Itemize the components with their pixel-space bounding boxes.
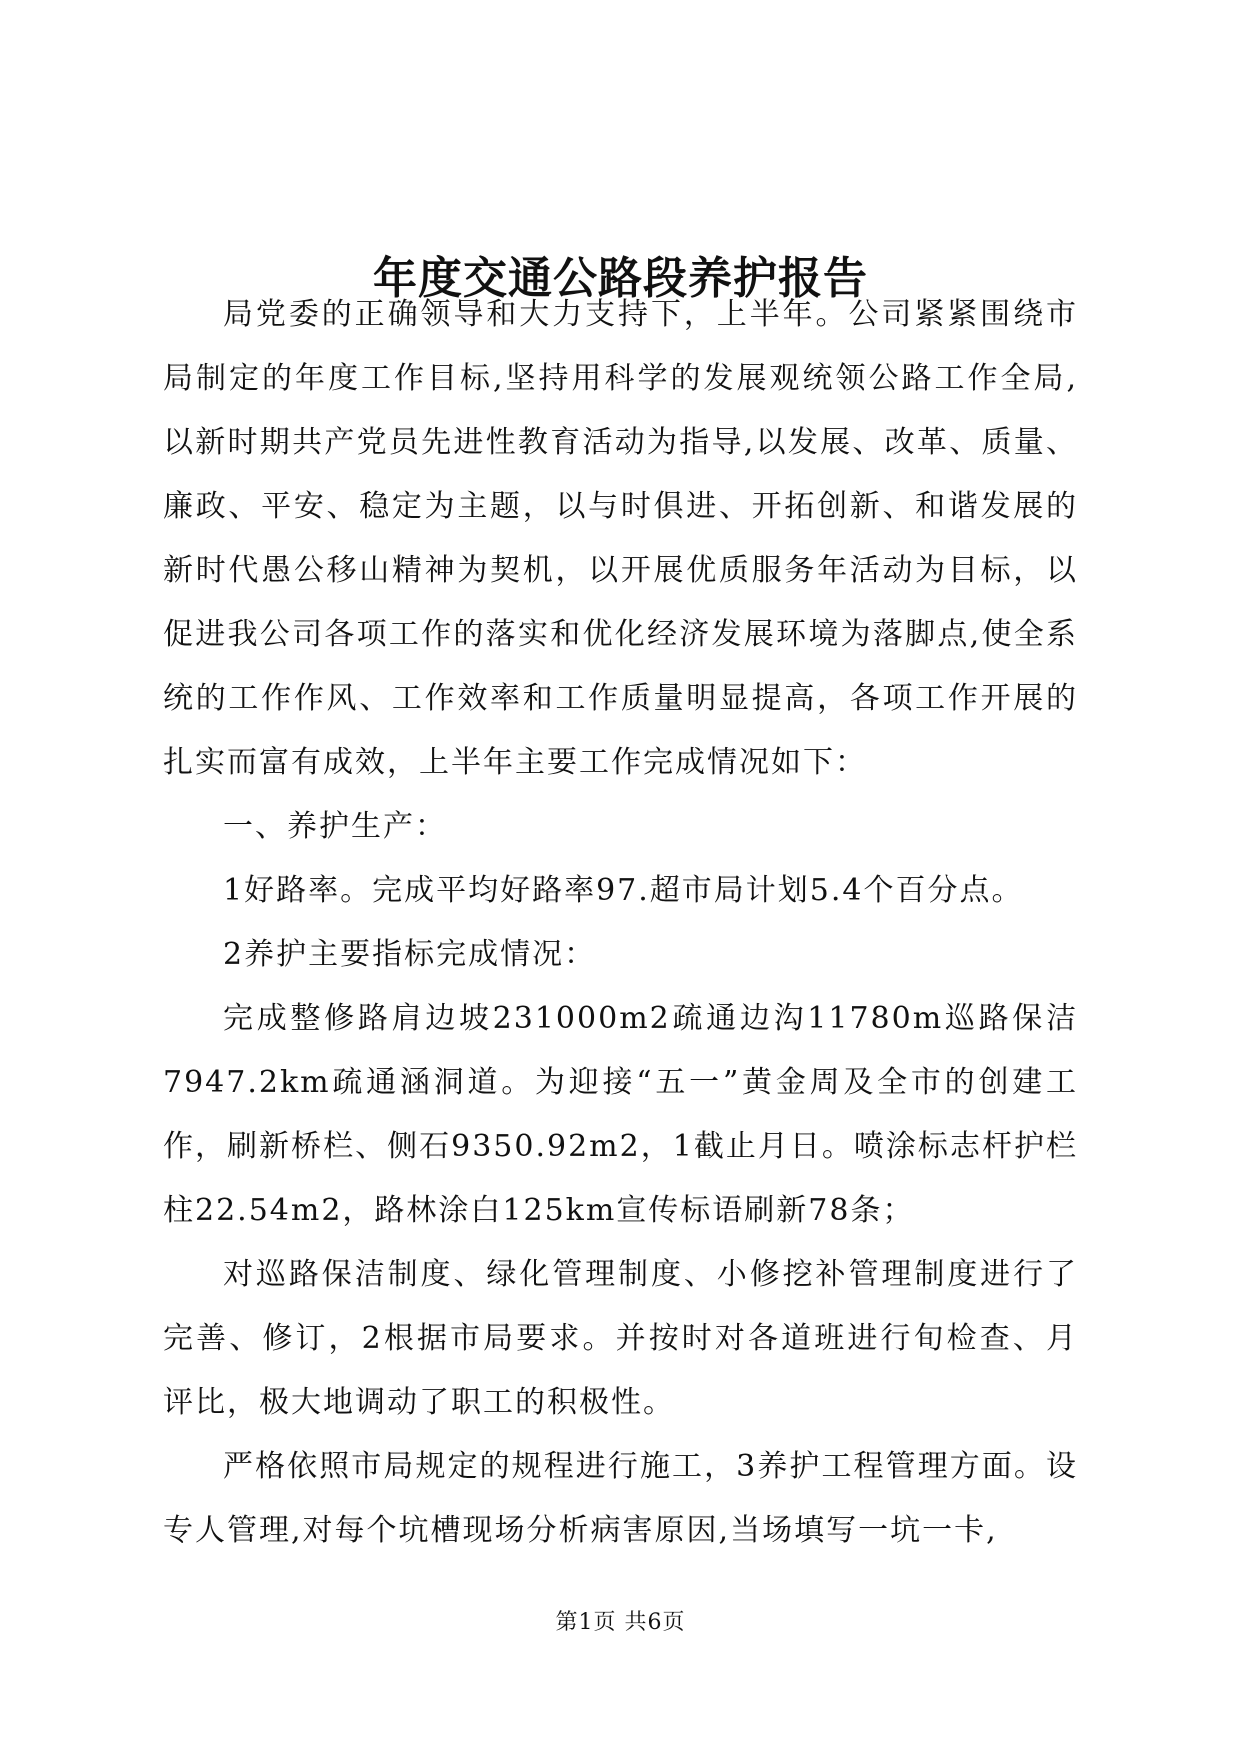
paragraph-section-heading: 一、养护生产： (223, 809, 447, 844)
page-number-footer: 第1页 共6页 (555, 1610, 686, 1635)
document-title: 年度交通公路段养护报告 (373, 253, 868, 305)
paragraph-maintenance-stats: 完成整修路肩边坡231000m2疏通边沟11780m巡路保洁7947.2km疏通涵洞道。为迎接“五一”黄金周及全市的创建工作，刷新桥栏、侧石9350.92m2，1截止月日。喷涂标志杆护栏柱22.54m2，路林涂白125km宣传标语刷新78条； (163, 1001, 1078, 1228)
paragraph-engineering-management: 严格依照市局规定的规程进行施工，3养护工程管理方面。设专人管理,对每个坑槽现场分析病害原因,当场填写一坑一卡, (163, 1449, 1078, 1548)
paragraph-good-road-rate: 1好路率。完成平均好路率97.超市局计划5.4个百分点。 (223, 873, 1024, 908)
paragraph-management-system: 对巡路保洁制度、绿化管理制度、小修挖补管理制度进行了完善、修订，2根据市局要求。并按时对各道班进行旬检查、月评比，极大地调动了职工的积极性。 (163, 1257, 1078, 1420)
paragraph-indicators-heading: 2养护主要指标完成情况： (223, 937, 597, 972)
document-body (163, 283, 1078, 1563)
paragraph-intro: 局党委的正确领导和大力支持下，上半年。公司紧紧围绕市局制定的年度工作目标,坚持用科学的发展观统领公路工作全局,以新时期共产党员先进性教育活动为指导,以发展、改革、质量、廉政、平安、稳定为主题，以与时俱进、开拓创新、和谐发展的新时代愚公移山精神为契机，以开展优质服务年活动为目标，以促进我公司各项工作的落实和优化经济发展环境为落脚点,使全系统的工作作风、工作效率和工作质量明显提高，各项工作开展的扎实而富有成效，上半年主要工作完成情况如下： (163, 297, 1078, 780)
